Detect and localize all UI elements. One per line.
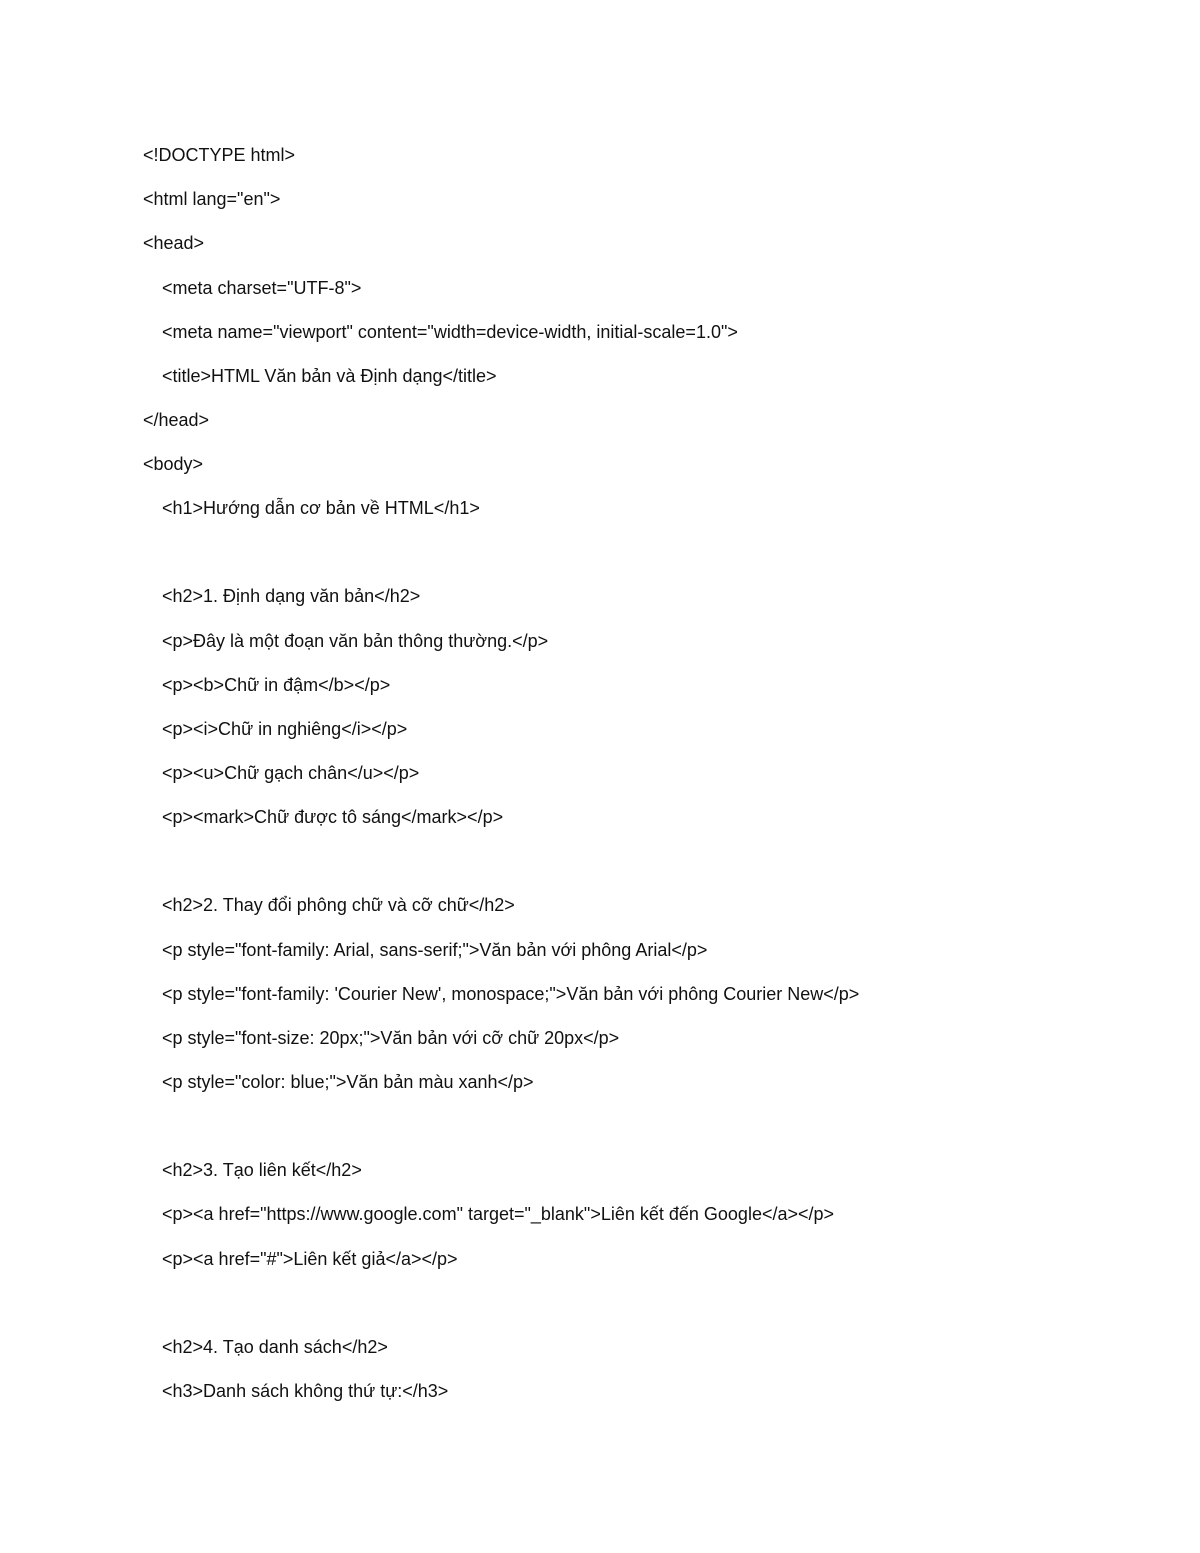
code-line-h1: <h1>Hướng dẫn cơ bản về HTML</h1> [162,498,480,518]
code-line-p-color: <p style="color: blue;">Văn bản màu xanh</p> [162,1072,534,1092]
code-line-p-link-fake: <p><a href="#">Liên kết giả</a></p> [162,1249,458,1269]
code-line-p-link-google: <p><a href="https://www.google.com" target="_blank">Liên kết đến Google</a></p> [162,1204,835,1224]
code-line-head-open: <head> [143,233,205,253]
code-line-body-open: <body> [143,454,204,474]
code-line-head-close: </head> [143,410,210,430]
code-line-h3-unordered: <h3>Danh sách không thứ tự:</h3> [162,1381,449,1401]
code-line-title: <title>HTML Văn bản và Định dạng</title> [162,366,497,386]
code-line-meta-charset: <meta charset="UTF-8"> [162,278,362,298]
code-line-p-courier: <p style="font-family: 'Courier New', monospace;">Văn bản với phông Courier New</p> [162,984,860,1004]
code-line-h2-fonts: <h2>2. Thay đổi phông chữ và cỡ chữ</h2> [162,895,515,915]
code-line-h2-lists: <h2>4. Tạo danh sách</h2> [162,1337,388,1357]
code-line-h2-links: <h2>3. Tạo liên kết</h2> [162,1160,362,1180]
code-line-p-bold: <p><b>Chữ in đậm</b></p> [162,675,391,695]
code-line-p-normal: <p>Đây là một đoạn văn bản thông thường.</p> [162,631,549,651]
code-line-p-mark: <p><mark>Chữ được tô sáng</mark></p> [162,807,504,827]
code-line-p-fontsize: <p style="font-size: 20px;">Văn bản với cỡ chữ 20px</p> [162,1028,620,1048]
code-line-p-underline: <p><u>Chữ gạch chân</u></p> [162,763,420,783]
code-line-doctype: <!DOCTYPE html> [143,145,296,165]
code-line-p-italic: <p><i>Chữ in nghiêng</i></p> [162,719,408,739]
code-line-p-arial: <p style="font-family: Arial, sans-serif;">Văn bản với phông Arial</p> [162,940,708,960]
code-line-h2-formatting: <h2>1. Định dạng văn bản</h2> [162,586,421,606]
code-line-html-open: <html lang="en"> [143,189,281,209]
code-line-meta-viewport: <meta name="viewport" content="width=device-width, initial-scale=1.0"> [162,322,738,342]
